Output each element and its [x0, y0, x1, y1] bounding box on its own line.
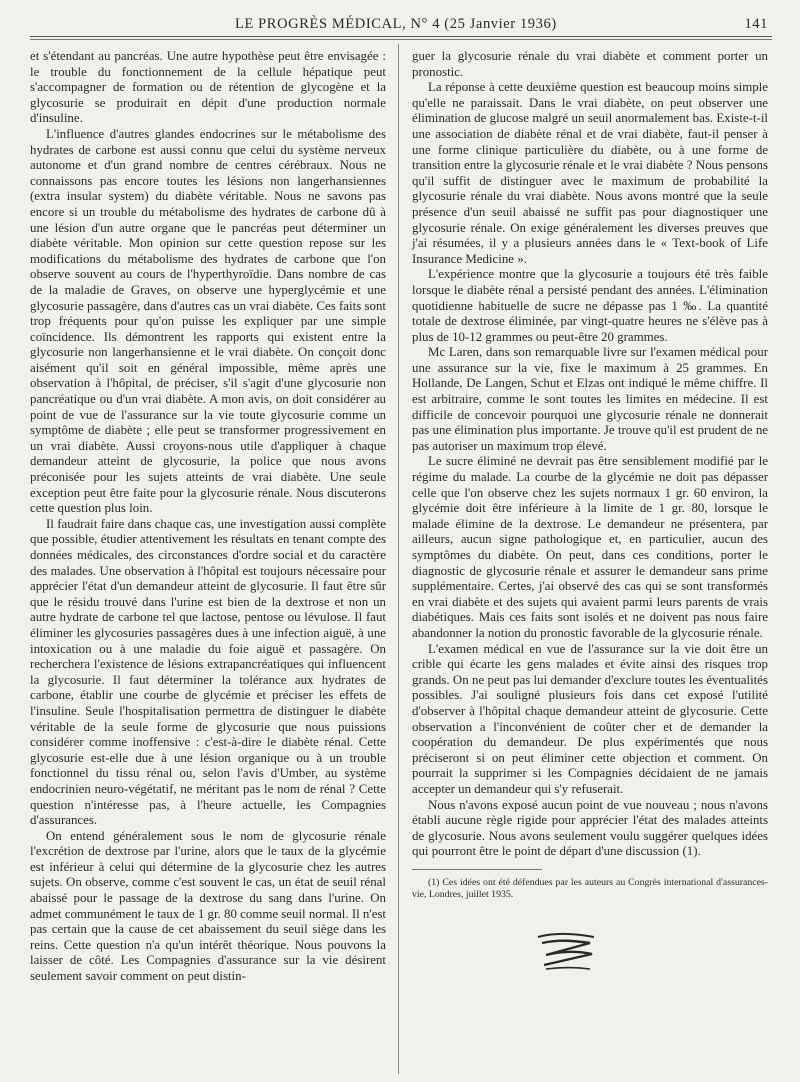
- footnote: (1) Ces idées ont été défendues par les auteurs au Congrès international d'assurances-vie, Londres, juillet 1935.: [412, 876, 768, 900]
- paragraph: et s'étendant au pancréas. Une autre hypothèse peut être envisagée : le trouble du fonctionnement de la cellule hépatique peut s'accompagner de formation ou de rétention de glycogène et la glycosurie se produirait en dépit d'une production normale d'insuline.: [30, 49, 386, 126]
- column-divider: [398, 44, 399, 1074]
- paragraph: Nous n'avons exposé aucun point de vue nouveau ; nous n'avons établi aucune règle rigide pour apprécier l'état des malades atteints de glycosurie. Nous avons seulement voulu suggérer quelques idées qui pourront être le point de départ d'une discussion (1).: [412, 797, 768, 859]
- end-flourish-icon: [532, 929, 602, 973]
- header-rule-double: [30, 39, 772, 40]
- paragraph: L'expérience montre que la glycosurie a toujours été très faible lorsque le diabète rénal a persisté pendant des années. L'élimination quotidienne habituelle de sucre ne dépasse pas 1 ‰. La quantité totale de dextrose éliminée, par vingt-quatre heures ne s'élève pas à plus de 10-12 grammes ou peut-être 20 grammes.: [412, 267, 768, 344]
- page-number: 141: [744, 16, 768, 32]
- right-column: [412, 49, 768, 977]
- paragraph: L'examen médical en vue de l'assurance sur la vie doit être un crible qui écarte les gens malades et évite ainsi des risques trop grands. On ne peut pas lui demander d'exclure toutes les éventualités possibles. J'ai souligné plusieurs fois dans cet exposé l'utilité d'observer à l'hôpital chaque demandeur atteint de glycosurie. Cette observation a l'inconvénient de coûter cher et de demander la coopération du demandeur. De plus expérimentés que nous préciseront si on peut éliminer cette objection et comment. On pourrait la supprimer si les Compagnies décidaient de ne jamais accepter un demandeur qui s'y refuserait.: [412, 641, 768, 796]
- page-header: [30, 14, 772, 36]
- running-title: LE PROGRÈS MÉDICAL, N° 4 (25 Janvier 1936): [235, 16, 557, 32]
- paragraph: Le sucre éliminé ne devrait pas être sensiblement modifié par le régime du malade. La courbe de la glycémie ne doit pas dépasser celle que l'on observe chez les sujets normaux 1 gr. 60 environ, la glycémie doit être inférieure à la limite de 1 gr. 80, lorsque le malade élimine de la dextrose. Le demandeur ne présentera, par ailleurs, aucun signe pathologique et, en particulier, aucun des symptômes du diabète. On peut, dans ces conditions, porter le diagnostic de glycosurie rénale et assurer le demandeur sans prime supplémentaire. Certes, j'ai observé des cas qui se sont transformés en vrai diabète et des sujets qui avaient parmi leurs parents de vrais diabétiques. Mais ces faits sont isolés et ne doivent pas nous faire abandonner la notion du pronostic favorable de la glycosurie rénale.: [412, 454, 768, 640]
- paragraph: L'influence d'autres glandes endocrines sur le métabolisme des hydrates de carbone est aussi connu que celui du système nerveux autonome et d'un grand nombre de centres cérébraux. Nous ne connaissons pas encore toutes les lésions non langerhansiennes (extra insular system) du diabète véritable. Nous ne savons pas encore si un trouble du métabolisme des hydrates de carbone dû à une lésion d'un autre organe que le pancréas peut déterminer un diabète véritable. Mon opinion sur cette question repose sur les modifications du métabolisme des hydrates de carbone que l'on observe souvent au cours de l'hyperthyroïdie. Dans nombre de cas de la maladie de Graves, on observe une hyperglycémie et une glycosurie passagère, dans d'autres cas un vrai diabète. Ces faits sont trop fréquents pour qu'on puisse les expliquer par une simple coïncidence. Ils démontrent les rapports qui existent entre la glycosurie non langerhansienne et le vrai diabète. On conçoit donc aisément qu'il soit en général impossible, même après une observation à l'hôpital, de préciser, s'il s'agit d'une glycosurie non pancréatique ou d'un vrai diabète. A mon avis, on doit considérer au point de vue de l'assurance sur la vie toute glycosurie comme un symptôme de diabète ; elle peut se transformer progressivement en un vrai diabète. Aussi croyons-nous utile d'appliquer à chaque demandeur atteint de glycosurie, la police que nous avons préconisée pour les sujets atteints de vrai diabète. Une seule exception peut être faite pour la glycosurie rénale. Nous discuterons cette question plus loin.: [30, 126, 386, 516]
- header-rule: [30, 36, 772, 37]
- footnote-rule: [412, 869, 542, 870]
- paragraph: Il faudrait faire dans chaque cas, une investigation aussi complète que possible, étudier attentivement les résultats en tenant compte des données médicales, des circonstances d'ordre social et du caractère des malades. Une observation à l'hôpital est toujours nécessaire pour apprécier l'état d'un demandeur atteint de glycosurie. Il faut être sûr que le résidu trouvé dans l'urine est bien de la dextrose et non un autre hydrate de carbone tel que lactose, pentose ou lévulose. Il faut éliminer les glycosuries passagères dues à une infection aiguë, à une intoxication ou à une maladie du foie aiguë et passagère. On recherchera l'existence de lésions extrapancréatiques qui influencent la glycosurie. Il faut déterminer la tolérance aux hydrates de carbone, établir une courbe de glycémie et préciser les effets de l'insuline. Seule l'hospitalisation permettra de distinguer le diabète véritable de la seule forme de glycosurie que nous puissions considérer comme inoffensive : c'est-à-dire le diabète rénal. Cette glycosurie est-elle due à une lésion organique ou à un trouble fonctionnel du tissu rénal ou, selon l'avis d'Umber, au système endocrinien neuro-végétatif, ne méritant pas le nom de rénal ? Cette question n'intéresse pas, à l'heure actuelle, les Compagnies d'assurances.: [30, 516, 386, 828]
- paragraph: guer la glycosurie rénale du vrai diabète et comment porter un pronostic.: [412, 49, 768, 79]
- paragraph: La réponse à cette deuxième question est beaucoup moins simple qu'elle ne paraissait. Dans le vrai diabète, on peut observer une élimination de glucose malgré un seuil anormalement bas. Existe-t-il une association de diabète rénal et de vrai diabète, faut-il penser à une forme clinique particulière du diabète, ou à une forme de transition entre la glycosurie rénale et le vrai diabète ? Nous pensons qu'il suffit de distinguer avec le maximum de probabilité la glycosurie rénale du vrai diabète. Nous avons montré que la seule présence d'un seuil abaissé ne suffit pas pour diagnostiquer une glycosurie rénale. On exige généralement les diverses preuves que j'ai résumées, il y a plusieurs années dans le « Text-book of Life Insurance Medicine ».: [412, 80, 768, 266]
- left-column: [30, 49, 386, 985]
- paragraph: Mc Laren, dans son remarquable livre sur l'examen médical pour une assurance sur la vie, fixe le maximum à 25 grammes. En Hollande, De Langen, Schut et Elzas ont indiqué le même chiffre. Il est arbitraire, comme le sont toutes les limites en médecine. Il est difficile de concevoir pourquoi une glycosurie rénale ne donnerait pas une élimination plus importante. Je trouve qu'il est prudent de ne pas autoriser un maximum trop élevé.: [412, 345, 768, 453]
- paragraph: On entend généralement sous le nom de glycosurie rénale l'excrétion de dextrose par l'urine, alors que le taux de la glycémie est inférieur à celui qui détermine de la glycosurie chez les autres sujets. On observe, comme c'est souvent le cas, un état de seuil rénal abaissé pour le passage de la dextrose du sang dans l'urine. On admet communément le taux de 1 gr. 80 comme seuil normal. Il n'est pas certain que la cause de cet abaissement du seuil siège dans les reins. Cette question n'a qu'un intérêt théorique. Nous pouvons la laisser de côté. Les Compagnies d'assurance sur la vie désirent seulement savoir comment on peut distin-: [30, 828, 387, 984]
